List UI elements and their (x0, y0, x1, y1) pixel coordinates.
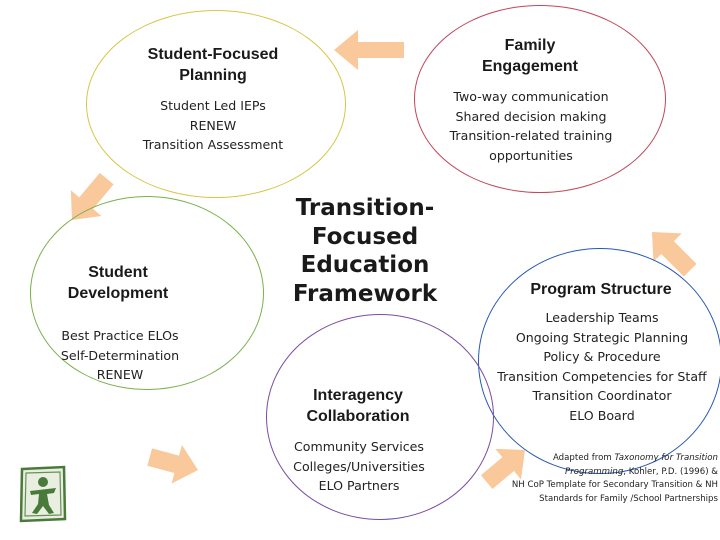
family-items (436, 87, 626, 165)
list-item: Self-Determination (60, 347, 180, 363)
framework-title: Transition- Focused Education Framework (292, 195, 438, 307)
list-item: Best Practice ELOs (61, 328, 179, 343)
list-item: RENEW (189, 117, 237, 133)
list-item: Transition Coordinator (532, 388, 672, 403)
list-item: Ongoing Strategic Planning (515, 329, 689, 345)
list-item: ELO Board (569, 407, 635, 423)
list-item: opportunities (489, 147, 573, 163)
planning-items (120, 96, 306, 155)
list-item: Transition Assessment (142, 137, 284, 152)
planning-title: Student-Focused Planning (147, 46, 279, 84)
list-item: ELO Partners (318, 478, 400, 493)
program-structure-title: Program Structure (530, 281, 672, 298)
list-item: Leadership Teams (545, 310, 659, 325)
list-item: Community Services (294, 439, 424, 454)
citation: Adapted from Taxonomy for Transition Programming, Kohler, P.D. (1996) & NH CoP Template for Secondary Transition & NH Standards for Family /School Partnerships (511, 453, 718, 504)
interagency-title: Interagency Collaboration (306, 387, 410, 425)
list-item: Shared decision making (455, 108, 607, 124)
family-title: Family Engagement (481, 37, 578, 75)
person-figure-logo-icon (18, 465, 68, 523)
arrow-left-icon (334, 30, 404, 70)
list-item: Policy & Procedure (543, 349, 661, 364)
arrow-right-icon (145, 438, 204, 490)
list-item: Transition Competencies for Staff (497, 368, 707, 384)
list-item: Two-way communication (453, 89, 609, 104)
program-structure-items (490, 308, 714, 425)
list-item: Transition-related training (449, 128, 613, 143)
list-item: Student Led IEPs (160, 98, 266, 113)
student-development-items (40, 326, 200, 385)
interagency-items (282, 437, 436, 496)
list-item: RENEW (96, 367, 144, 382)
student-development-title: Student Development (67, 264, 169, 302)
list-item: Colleges/Universities (293, 458, 425, 474)
